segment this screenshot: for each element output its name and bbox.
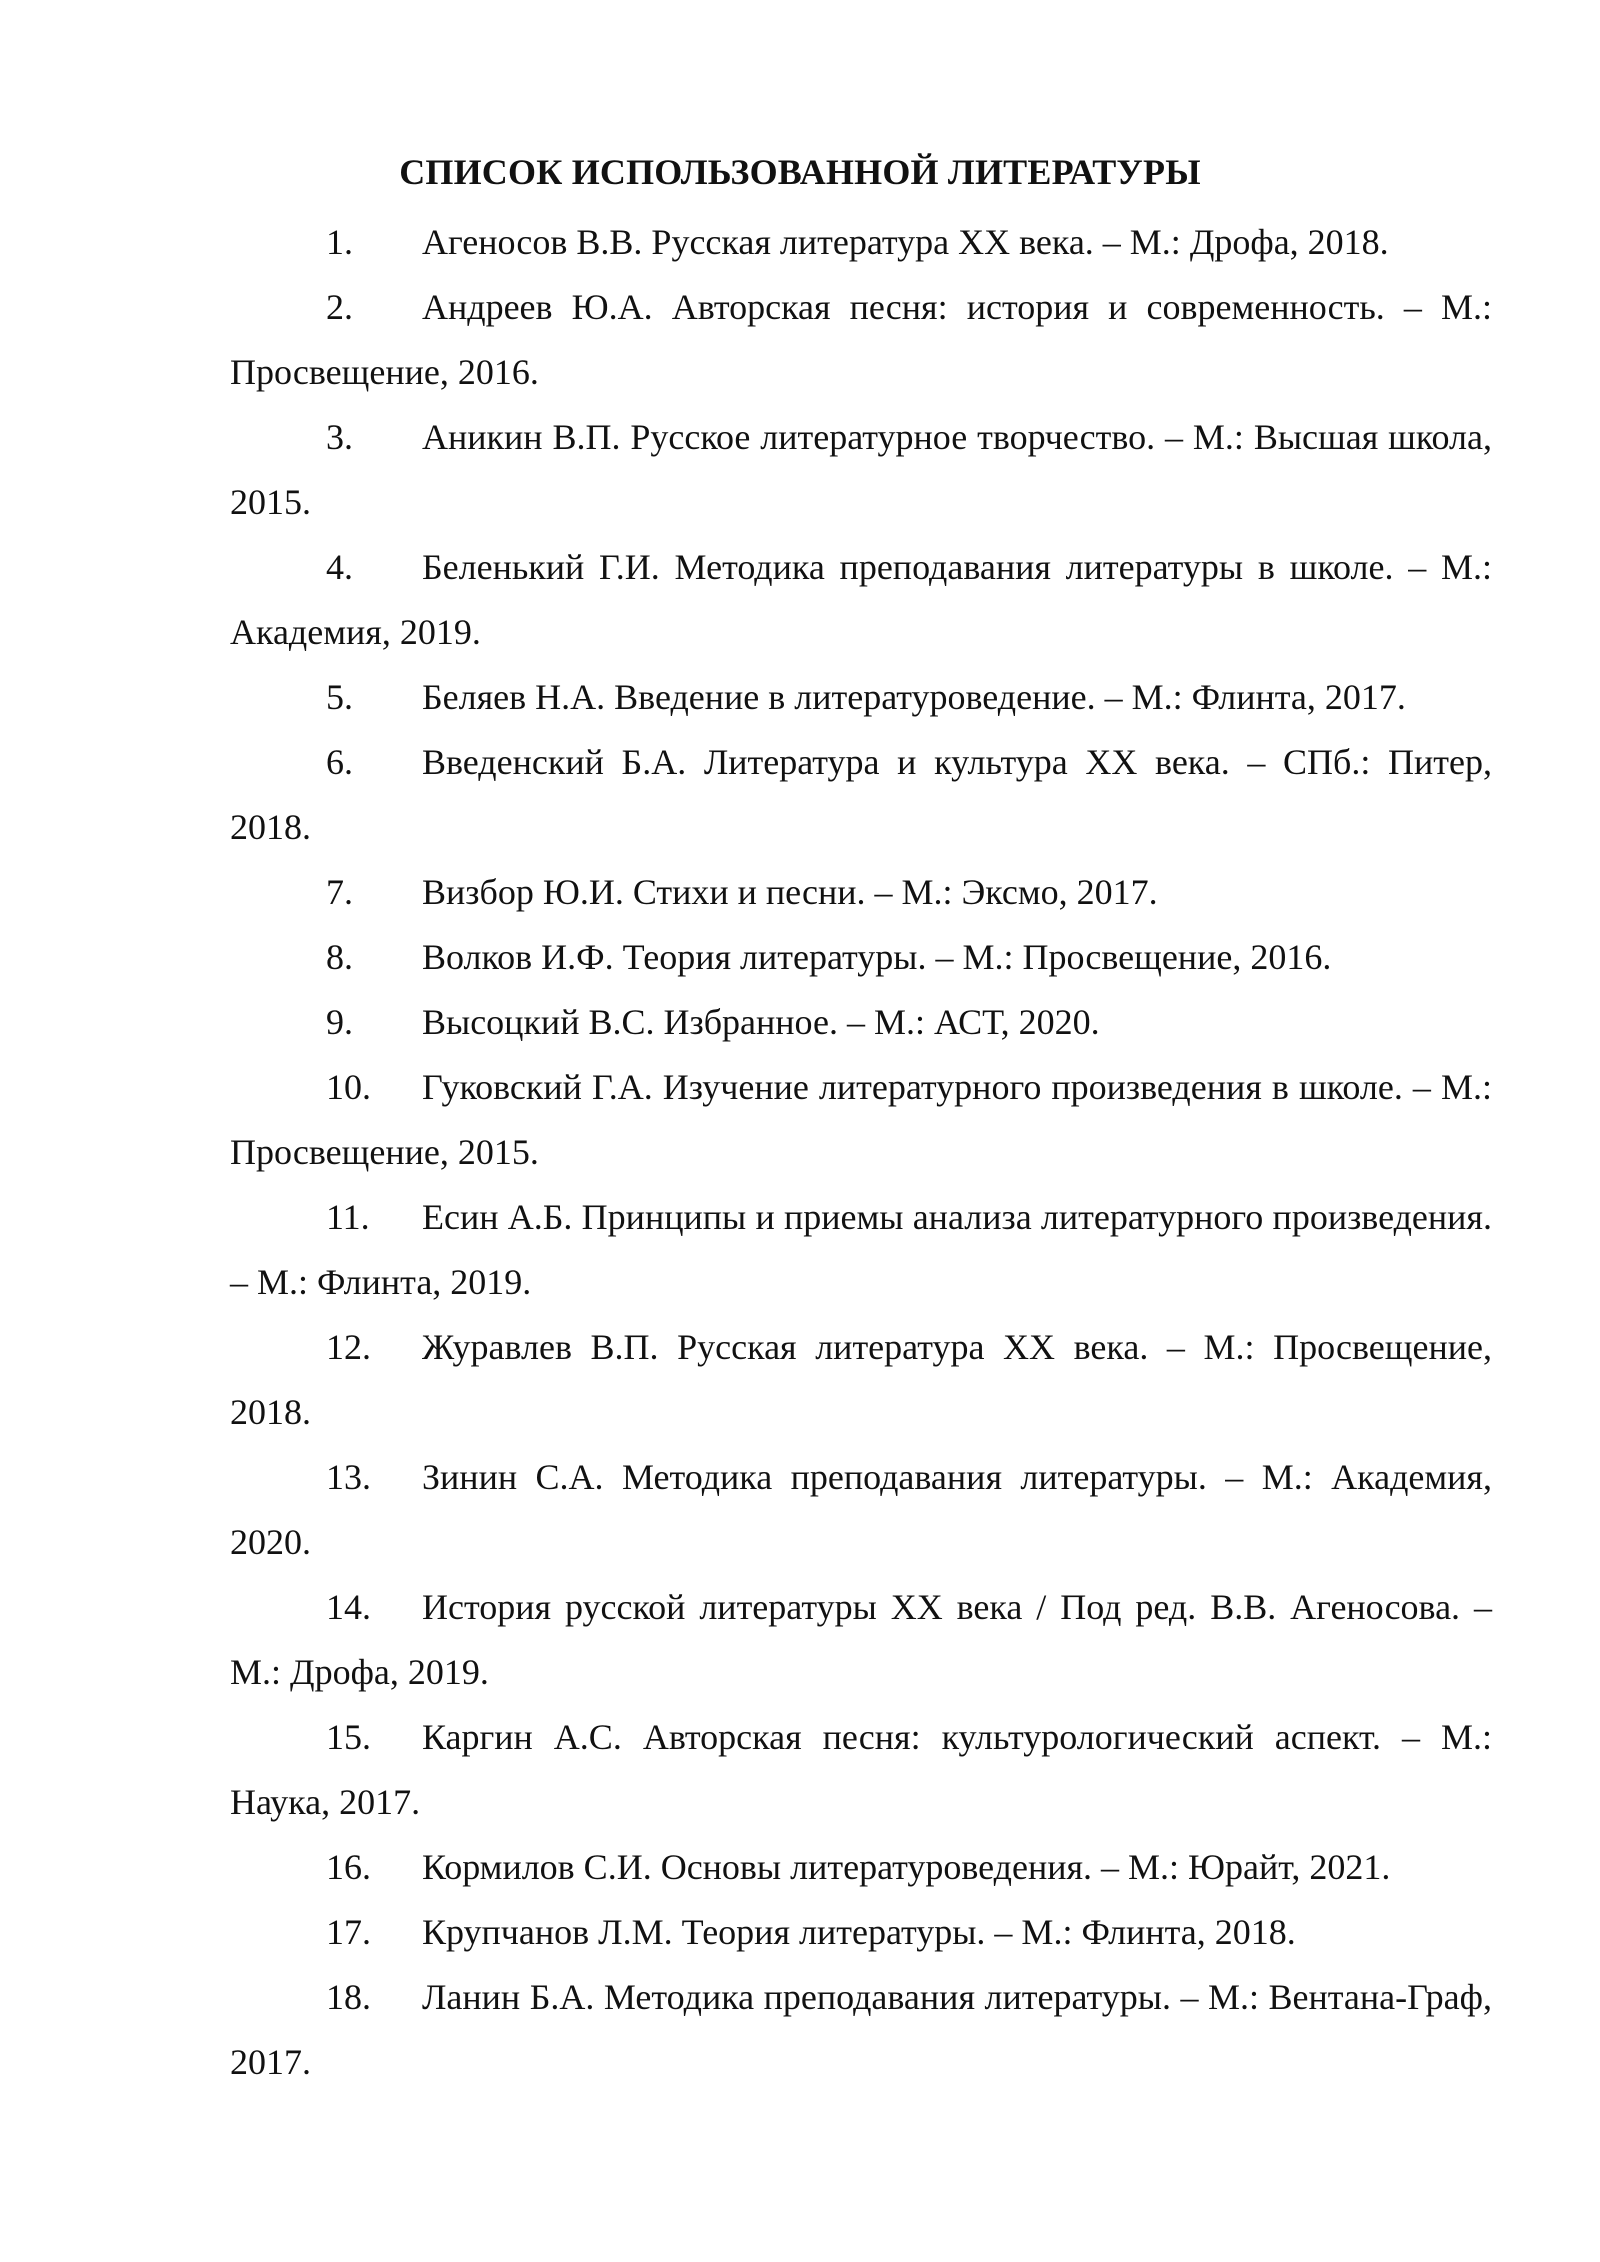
reference-number: 14. bbox=[326, 1587, 371, 1627]
reference-number: 4. bbox=[326, 547, 353, 587]
reference-number: 3. bbox=[326, 417, 353, 457]
reference-text: Визбор Ю.И. Стихи и песни. – М.: Эксмо, 2017. bbox=[422, 872, 1158, 912]
reference-item bbox=[230, 1055, 1492, 1185]
reference-text: Крупчанов Л.М. Теория литературы. – М.: Флинта, 2018. bbox=[422, 1912, 1296, 1952]
reference-text: Журавлев В.П. Русская литература XX века. – М.: Просвещение, 2018. bbox=[230, 1327, 1492, 1432]
reference-item bbox=[230, 925, 1492, 990]
reference-text: Введенский Б.А. Литература и культура XX века. – СПб.: Питер, 2018. bbox=[230, 742, 1492, 847]
reference-number: 10. bbox=[326, 1067, 371, 1107]
reference-text: Гуковский Г.А. Изучение литературного произведения в школе. – М.: Просвещение, 2015. bbox=[230, 1067, 1492, 1172]
reference-number: 16. bbox=[326, 1847, 371, 1887]
reference-item bbox=[230, 1965, 1492, 2095]
reference-number: 6. bbox=[326, 742, 353, 782]
reference-number: 13. bbox=[326, 1457, 371, 1497]
reference-number: 15. bbox=[326, 1717, 371, 1757]
reference-text: Ланин Б.А. Методика преподавания литературы. – М.: Вентана-Граф, 2017. bbox=[230, 1977, 1492, 2082]
reference-list bbox=[230, 210, 1492, 2095]
reference-item bbox=[230, 405, 1492, 535]
reference-text: Высоцкий В.С. Избранное. – М.: АСТ, 2020. bbox=[422, 1002, 1100, 1042]
reference-text: Беленький Г.И. Методика преподавания литературы в школе. – М.: Академия, 2019. bbox=[230, 547, 1492, 652]
reference-item bbox=[230, 665, 1492, 730]
reference-text: Агеносов В.В. Русская литература XX века. – М.: Дрофа, 2018. bbox=[422, 222, 1389, 262]
reference-number: 11. bbox=[326, 1197, 370, 1237]
reference-text: Зинин С.А. Методика преподавания литературы. – М.: Академия, 2020. bbox=[230, 1457, 1492, 1562]
document-title: СПИСОК ИСПОЛЬЗОВАННОЙ ЛИТЕРАТУРЫ bbox=[399, 152, 1201, 192]
reference-number: 7. bbox=[326, 872, 353, 912]
reference-number: 9. bbox=[326, 1002, 353, 1042]
reference-text: Аникин В.П. Русское литературное творчество. – М.: Высшая школа, 2015. bbox=[230, 417, 1492, 522]
reference-item bbox=[230, 275, 1492, 405]
reference-number: 5. bbox=[326, 677, 353, 717]
reference-number: 2. bbox=[326, 287, 353, 327]
reference-item bbox=[230, 1315, 1492, 1445]
reference-number: 18. bbox=[326, 1977, 371, 2017]
reference-item bbox=[230, 535, 1492, 665]
reference-item bbox=[230, 1185, 1492, 1315]
reference-text: История русской литературы XX века / Под ред. В.В. Агеносова. – М.: Дрофа, 2019. bbox=[230, 1587, 1492, 1692]
reference-item bbox=[230, 1900, 1492, 1965]
reference-text: Беляев Н.А. Введение в литературоведение. – М.: Флинта, 2017. bbox=[422, 677, 1406, 717]
reference-text: Андреев Ю.А. Авторская песня: история и современность. – М.: Просвещение, 2016. bbox=[230, 287, 1492, 392]
reference-text: Кормилов С.И. Основы литературоведения. – М.: Юрайт, 2021. bbox=[422, 1847, 1391, 1887]
reference-item bbox=[230, 1705, 1492, 1835]
reference-item bbox=[230, 210, 1492, 275]
reference-item bbox=[230, 1575, 1492, 1705]
reference-item bbox=[230, 990, 1492, 1055]
reference-item bbox=[230, 1835, 1492, 1900]
reference-number: 1. bbox=[326, 222, 353, 262]
reference-text: Волков И.Ф. Теория литературы. – М.: Просвещение, 2016. bbox=[422, 937, 1332, 977]
reference-text: Каргин А.С. Авторская песня: культурологический аспект. – М.: Наука, 2017. bbox=[230, 1717, 1492, 1822]
reference-item bbox=[230, 1445, 1492, 1575]
reference-number: 12. bbox=[326, 1327, 371, 1367]
reference-text: Есин А.Б. Принципы и приемы анализа литературного произведения. – М.: Флинта, 2019. bbox=[230, 1197, 1492, 1302]
reference-item bbox=[230, 730, 1492, 860]
reference-number: 8. bbox=[326, 937, 353, 977]
reference-number: 17. bbox=[326, 1912, 371, 1952]
reference-item bbox=[230, 860, 1492, 925]
